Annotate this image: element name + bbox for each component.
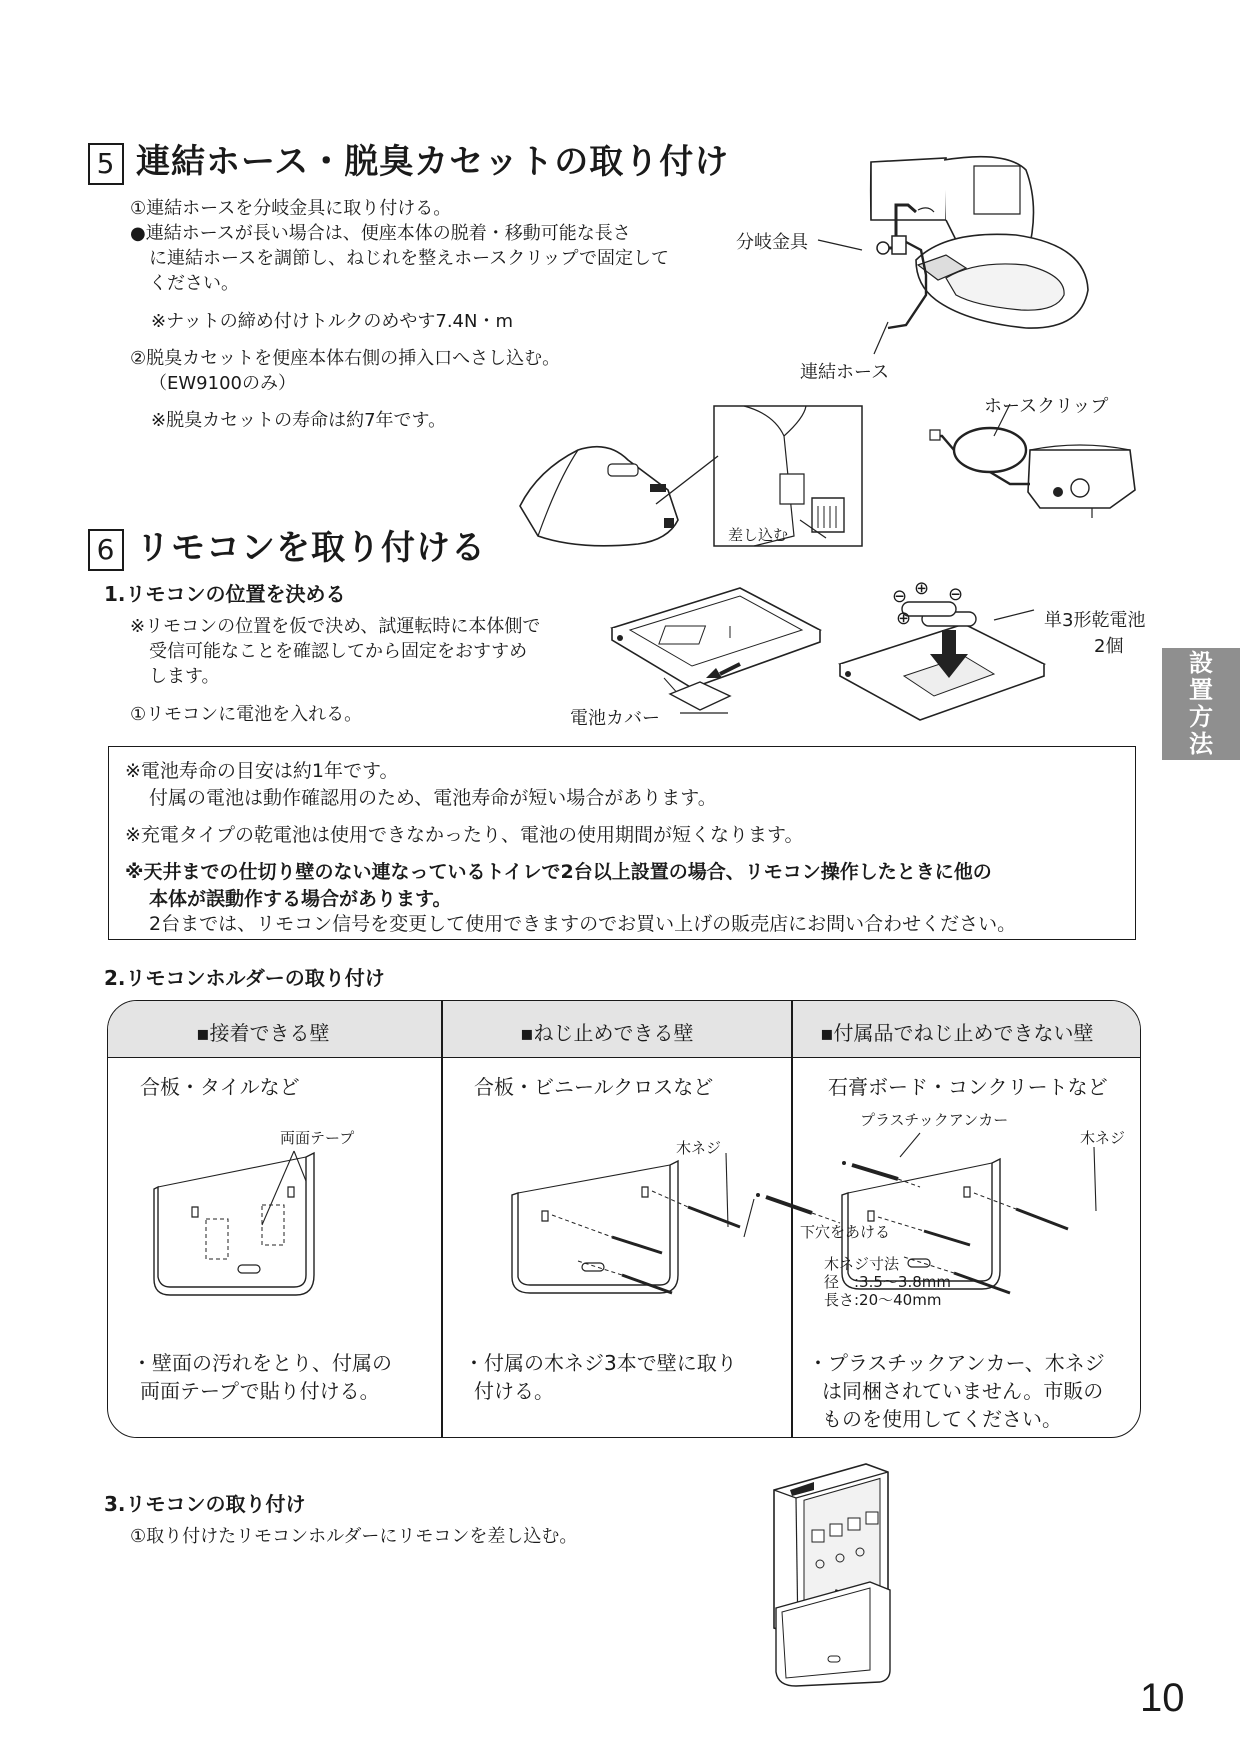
remote-cover-illustration xyxy=(610,586,822,716)
desc-col3-line1: ・プラスチックアンカー、木ネジ xyxy=(808,1351,1105,1375)
section5-number: 5 xyxy=(88,143,124,185)
desc-col1-line1: ・壁面の汚れをとり、付属の xyxy=(132,1351,392,1375)
sub3-step1: ①取り付けたリモコンホルダーにリモコンを差し込む。 xyxy=(130,1526,578,1547)
table-divider-1 xyxy=(441,1001,443,1437)
note-line3: ※充電タイプの乾電池は使用できなかったり、電池の使用期間が短くなります。 xyxy=(125,824,804,846)
battery-plus-1: ⊕ xyxy=(914,578,930,599)
material-col1: 合板・タイルなど xyxy=(140,1075,300,1099)
side-tab-char-2: 置 xyxy=(1189,676,1213,704)
label-wood-screw-col3: 木ネジ xyxy=(1080,1129,1126,1147)
note-line4: ※天井までの仕切り壁のない連なっているトイレで2台以上設置の場合、リモコン操作したときに他の xyxy=(125,861,992,883)
label-battery-cover: 電池カバー xyxy=(570,708,660,729)
label-double-tape: 両面テープ xyxy=(280,1129,355,1147)
note-line1: ※電池寿命の目安は約1年です。 xyxy=(125,760,399,782)
sub1-note-line3: します。 xyxy=(149,666,220,687)
desc-col1-line2: 両面テープで貼り付ける。 xyxy=(140,1379,380,1403)
section6-title-text: リモコンを取り付ける xyxy=(136,528,486,568)
header-adhesive-wall: ▪接着できる壁 xyxy=(196,1021,330,1045)
battery-minus-1: ⊖ xyxy=(892,586,908,607)
material-col3: 石膏ボード・コンクリートなど xyxy=(828,1075,1108,1099)
note-line6: 2台までは、リモコン信号を変更して使用できますのでお買い上げの販売店にお問い合わせください。 xyxy=(149,913,1017,935)
note-line5: 本体が誤動作する場合があります。 xyxy=(149,888,452,910)
hose-clip-illustration xyxy=(930,400,1150,520)
screw-size-length: 長さ:20〜40mm xyxy=(824,1291,942,1309)
leader-branch-fitting xyxy=(818,238,868,258)
sub1-note-line1: ※リモコンの位置を仮で決め、試運転時に本体側で xyxy=(130,616,541,637)
note-line2: 付属の電池は動作確認用のため、電池寿命が短い場合があります。 xyxy=(149,787,717,809)
material-col2: 合板・ビニールクロスなど xyxy=(474,1075,714,1099)
label-branch-fitting: 分岐金具 xyxy=(736,232,808,253)
sub1-note-line2: 受信可能なことを確認してから固定をおすすめ xyxy=(149,641,528,662)
section5-step1: ①連結ホースを分岐金具に取り付ける。 xyxy=(130,198,452,219)
label-pilot-hole: 下穴をあける xyxy=(800,1223,891,1241)
leader-battery-cover xyxy=(680,708,730,718)
desc-col2-line2: 付ける。 xyxy=(474,1379,554,1403)
side-tab-char-1: 設 xyxy=(1189,649,1213,677)
label-connection-hose: 連結ホース xyxy=(800,362,890,383)
section5-bullet-line2: に連結ホースを調節し、ねじれを整えホースクリップで固定して xyxy=(149,248,670,269)
holder-mounting-table xyxy=(107,1000,1141,1438)
battery-notes-box xyxy=(108,746,1136,940)
section6-number: 6 xyxy=(88,529,124,571)
sub1-step1: ①リモコンに電池を入れる。 xyxy=(130,704,363,725)
section5-step2-note: （EW9100のみ） xyxy=(149,373,296,394)
section5-bullet-line1: ●連結ホースが長い場合は、便座本体の脱着・移動可能な長さ xyxy=(130,223,631,244)
sub2-title: 2.リモコンホルダーの取り付け xyxy=(104,966,385,990)
label-insert: 差し込む xyxy=(728,526,789,544)
section5-bullet-line3: ください。 xyxy=(149,273,239,294)
label-battery-type: 単3形乾電池 xyxy=(1044,610,1146,631)
holder-adhesive-illustration xyxy=(154,1147,324,1297)
holder-screw-illustration xyxy=(512,1147,742,1299)
section5-title xyxy=(88,134,729,185)
side-tab-installation xyxy=(1162,648,1240,760)
leader-insert-cassette xyxy=(650,452,722,508)
sub1-title: 1.リモコンの位置を決める xyxy=(104,582,346,606)
page-number: 10 xyxy=(1140,1676,1185,1720)
leader-battery xyxy=(994,606,1038,626)
label-battery-count: 2個 xyxy=(1094,636,1124,657)
desc-col3-line2: は同梱されていません。市販の xyxy=(822,1379,1104,1403)
section6-title xyxy=(88,520,486,571)
header-screw-wall: ▪ねじ止めできる壁 xyxy=(520,1021,694,1045)
section5-torque-note: ※ナットの締め付けトルクのめやす7.4N・m xyxy=(151,311,513,332)
section5-step2: ②脱臭カセットを便座本体右側の挿入口へさし込む。 xyxy=(130,348,561,369)
section5-life-note: ※脱臭カセットの寿命は約7年です。 xyxy=(151,410,447,431)
label-wood-screw-col2: 木ネジ xyxy=(676,1139,722,1157)
screw-size-diameter: 径 :3.5〜3.8mm xyxy=(824,1273,951,1291)
side-tab-char-4: 法 xyxy=(1189,730,1213,758)
desc-col3-line3: ものを使用してください。 xyxy=(822,1407,1062,1431)
screw-size-title: 木ネジ寸法 xyxy=(824,1255,900,1273)
header-no-screw-wall: ▪付属品でねじ止めできない壁 xyxy=(820,1021,1094,1045)
desc-col2-line1: ・付属の木ネジ3本で壁に取り xyxy=(464,1351,737,1375)
remote-insert-illustration xyxy=(770,1460,900,1690)
sub3-title: 3.リモコンの取り付け xyxy=(104,1492,306,1516)
leader-connection-hose xyxy=(868,318,898,358)
section5-title-text: 連結ホース・脱臭カセットの取り付け xyxy=(136,142,730,182)
label-plastic-anchor: プラスチックアンカー xyxy=(860,1111,1009,1129)
label-hose-clip: ホースクリップ xyxy=(984,396,1109,417)
battery-plus-2: ⊕ xyxy=(896,608,912,629)
battery-minus-2: ⊖ xyxy=(948,584,964,605)
side-tab-char-3: 方 xyxy=(1189,703,1213,731)
